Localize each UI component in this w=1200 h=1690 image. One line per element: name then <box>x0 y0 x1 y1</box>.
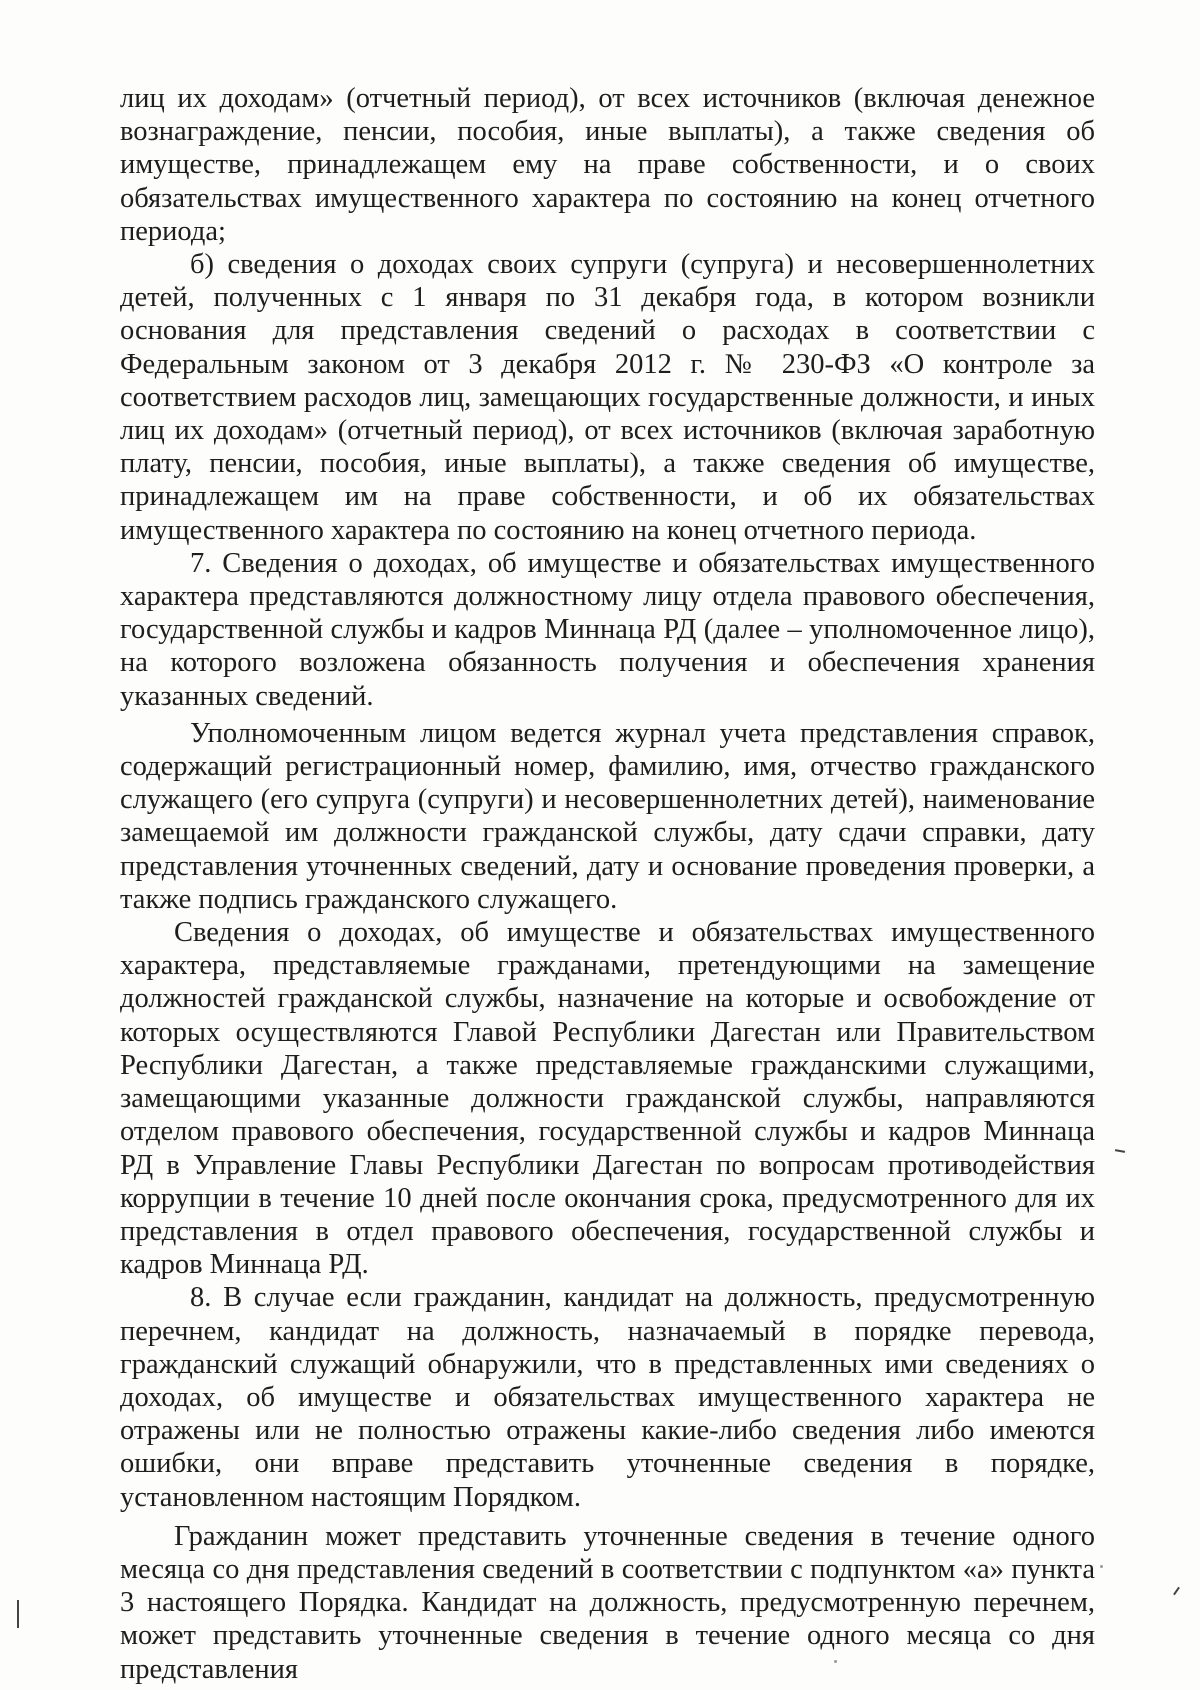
paragraph-clarification: Гражданин может представить уточненные сведения в течение одного месяца со дня представления сведений в соответствии с подпунктом «а» пункта 3 настоящего Порядка. Кандидат на должность, предусмотренную перечнем, может представить уточненные сведения в течение одного месяца со дня представления <box>120 1520 1095 1685</box>
scan-speck <box>1115 1149 1125 1153</box>
paragraph-submission: Сведения о доходах, об имуществе и обязательствах имущественного характера, представляемые гражданами, претендующими на замещение должностей гражданской службы, назначение на которые и освобождение от которых осуществляются Главой Республики Дагестан или Правительством Республики Дагестан, а также представляемые гражданскими служащими, замещающими указанные должности гражданской службы, направляются отделом правового обеспечения, государственной службы и кадров Миннаца РД в Управление Главы Республики Дагестан по вопросам противодействия коррупции в течение 10 дней после окончания срока, предусмотренного для их представления в отдел правового обеспечения, государственной службы и кадров Миннаца РД. <box>120 917 1095 1281</box>
paragraph-item-7: 7. Сведения о доходах, об имуществе и обязательствах имущественного характера представляются должностному лицу отдела правового обеспечения, государственной службы и кадров Миннаца РД (далее – уполномоченное лицо), на которого возложена обязанность получения и обеспечения хранения указанных сведений. <box>120 547 1095 712</box>
scan-speck <box>1173 1587 1180 1596</box>
paragraph-journal: Уполномоченным лицом ведется журнал учета представления справок, содержащий регистрационный номер, фамилию, имя, отчество гражданского служащего (его супруга (супруги) и несовершеннолетних детей), наименование замещаемой им должности гражданской службы, дату сдачи справки, дату представления уточненных сведений, дату и основание проведения проверки, а также подпись гражданского служащего. <box>120 717 1095 915</box>
paragraph-1: лиц их доходам» (отчетный период), от всех источников (включая денежное вознаграждение, пенсии, пособия, иные выплаты), а также сведения об имуществе, принадлежащем ему на праве собственности, и о своих обязательствах имущественного характера по состоянию на конец отчетного периода; <box>120 83 1095 247</box>
paragraph-subitem-b: б) сведения о доходах своих супруги (супруга) и несовершеннолетних детей, полученных с 1 января по 31 декабря года, в котором возникли основания для представления сведений о расходах в соответствии с Федеральным законом от 3 декабря 2012 г. № 230-ФЗ «О контроле за соответствием расходов лиц, замещающих государственные должности, и иных лиц их доходам» (отчетный период), от всех источников (включая заработную плату, пенсии, пособия, иные выплаты), а также сведения об имуществе, принадлежащем им на праве собственности, и об их обязательствах имущественного характера по состоянию на конец отчетного периода. <box>120 249 1095 546</box>
scan-margin-mark <box>17 1600 19 1628</box>
scan-speck <box>834 1660 837 1663</box>
document-page <box>120 82 1095 1686</box>
paragraph-item-8: 8. В случае если гражданин, кандидат на должность, предусмотренную перечнем, кандидат на должность, назначаемый в порядке перевода, гражданский служащий обнаружили, что в представленных ими сведениях о доходах, об имуществе и обязательствах имущественного характера не отражены или не полностью отражены какие-либо сведения либо имеются ошибки, они вправе представить уточненные сведения в порядке, установленном настоящим Порядком. <box>120 1282 1095 1513</box>
scan-speck <box>1100 1565 1103 1568</box>
